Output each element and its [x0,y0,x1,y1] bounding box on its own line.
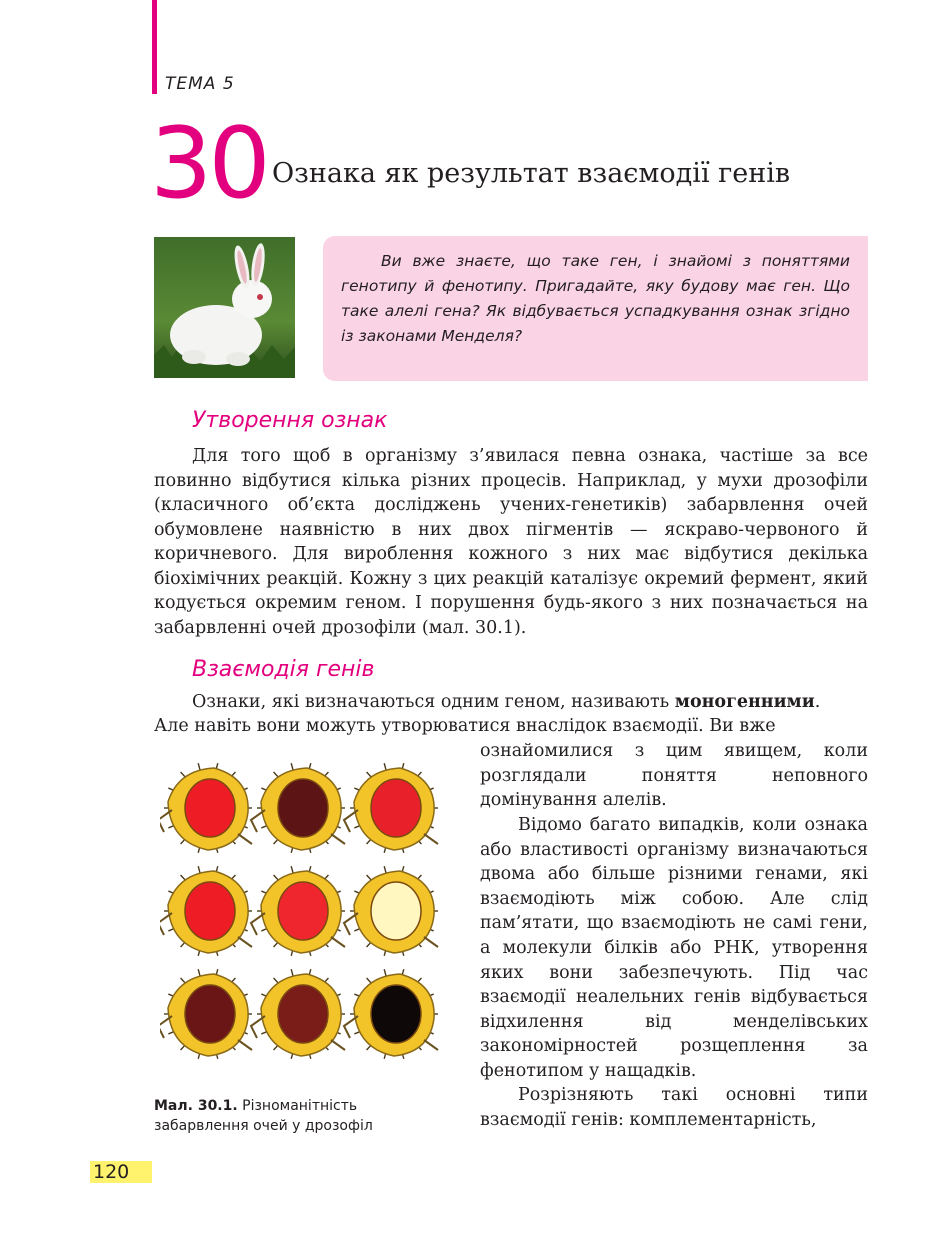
lesson-number: 30 [150,107,267,221]
paragraph-traits: Для того щоб в організму з’явилася певна ознака, частіше за все повинно відбутися кілька різних процесів. Наприклад, у мухи дрозофіли (класичного об’єкта досліджень учених-генетиків) забарвлення очей обумовлене наявністю в них двох пігментів — яскраво-червоного й коричневого. Для вироблення кожного з них має відбутися декілька біохімічних реакцій. Кожну з цих реакцій каталізує окремий фермент, який кодується окремим геном. І порушення будь-якого з них позначається на забарвленні очей дрозофіли (мал. 30.1). [154,446,868,638]
fly-head-2 [251,763,345,853]
fly-eye-5 [278,882,328,940]
fly-head-4 [160,866,252,956]
term-monogenic: моногенними [674,692,815,712]
fly-eye-3 [371,779,421,837]
intro-box [323,236,868,381]
drosophila-eyes-figure [160,760,442,1060]
fly-eye-4 [185,882,235,940]
line1-end: . [814,692,821,712]
paragraph-interaction-line1 [192,690,820,715]
figure-caption-text: Різноманітність забарвлення очей у дрозофіл [154,1098,373,1134]
topic-bar [152,0,157,94]
section-heading-interaction: Взаємодія генів [192,657,375,682]
fly-head-9 [344,969,438,1059]
column-paragraph-3: Розрізняють такі основні типи взаємодії генів: комплементарність, [480,1085,868,1130]
topic-label: ТЕМА 5 [165,74,235,94]
line1-start: Ознаки, які визначаються одним геном, називають [192,692,675,712]
rabbit-image [154,237,295,378]
figure-label: Мал. 30.1. [154,1098,238,1114]
fly-head-8 [251,969,345,1059]
fly-eye-2 [278,779,328,837]
fly-head-1 [160,763,252,853]
lesson-title: Ознака як результат взаємодії генів [272,158,791,189]
intro-text: Ви вже знаєте, що таке ген, і знайомі з поняттями генотипу й фенотипу. Пригадайте, яку будову має ген. Що таке алелі гена? Як відбувається успадкування ознак згідно із законами Менделя? [341,252,850,345]
page-number: 120 [90,1161,152,1183]
column-paragraph-1: ознайомилися з цим явищем, коли розглядали поняття неповного домінування алелів. [480,741,868,811]
fly-eye-9 [371,985,421,1043]
fly-head-7 [160,969,252,1059]
section-heading-traits: Утворення ознак [192,408,388,433]
fly-head-3 [344,763,438,853]
figure-caption [154,1096,454,1136]
column-paragraph-2: Відомо багато випадків, коли ознака або властивості організму визначаються двома або більше різними генами, які взаємодіють між собою. Але слід пам’ятати, що взаємодіють не самі гени, а молекули білків або РНК, утворення яких вони забезпечують. Під час взаємодії неалельних генів відбувається відхилення від менделівських закономірностей розщеплення за фенотипом у нащадків. [480,815,868,1081]
fly-eye-6 [371,882,421,940]
fly-eye-7 [185,985,235,1043]
fly-eye-1 [185,779,235,837]
fly-eye-8 [278,985,328,1043]
fly-head-5 [251,866,345,956]
fly-head-6 [344,866,438,956]
paragraph-interaction-line2: Але навіть вони можуть утворюватися внаслідок взаємодії. Ви вже [154,716,776,736]
